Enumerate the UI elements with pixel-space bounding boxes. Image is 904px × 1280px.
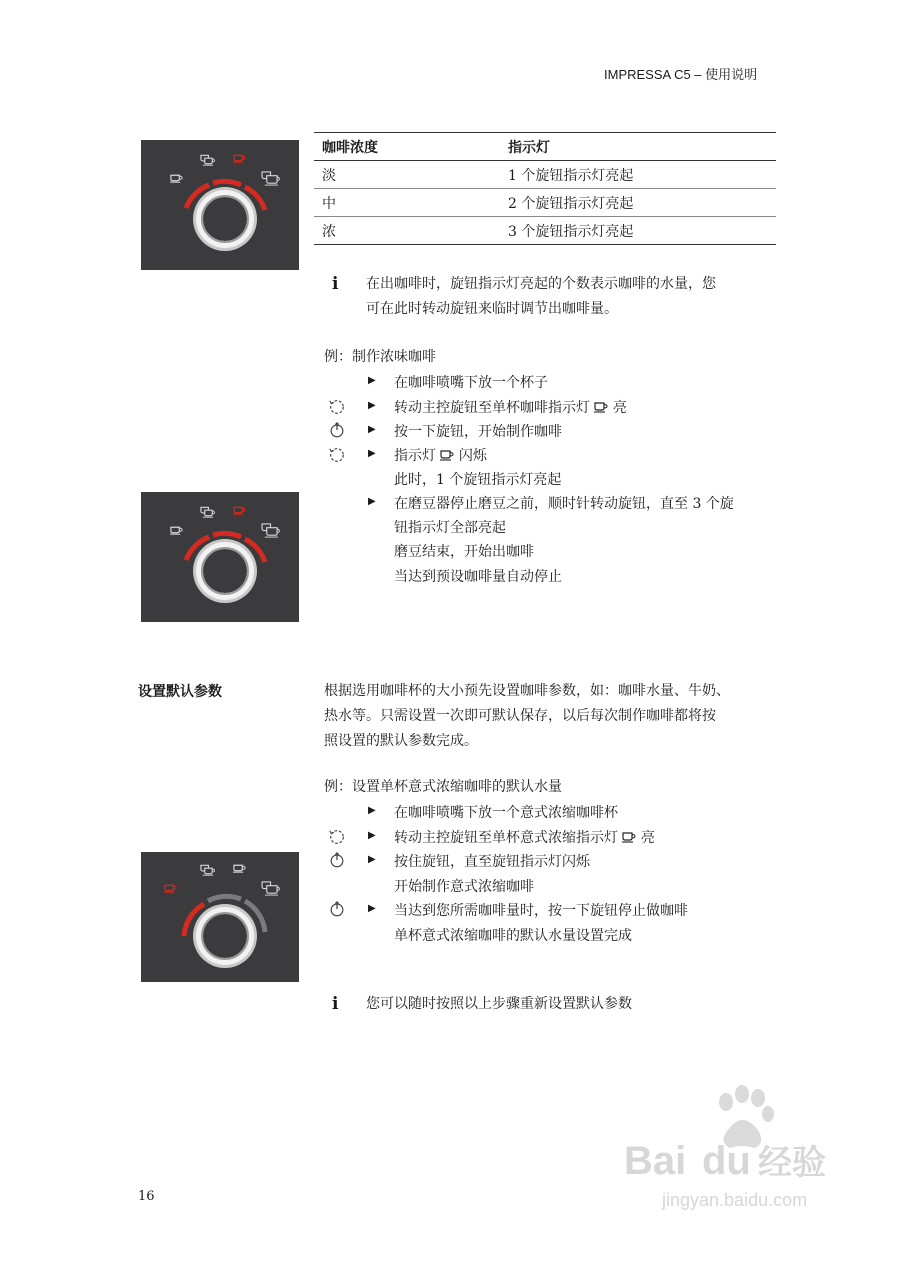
step-continuation: 此时，1 个旋钮指示灯亮起 (394, 472, 562, 488)
table-cell: 中 (322, 195, 336, 212)
table-cell: 浓 (322, 223, 336, 240)
step-text: 按一下旋钮，开始制作咖啡 (394, 424, 562, 440)
step-item (314, 825, 784, 849)
table-cell: 淡 (322, 167, 336, 184)
cup-icon (622, 831, 636, 843)
table-row (314, 161, 776, 188)
knob-diagram-1 (141, 140, 299, 270)
bullet-arrow-icon: ▶ (368, 424, 376, 435)
step-text: 转动主控旋钮至单杯咖啡指示灯 亮 (394, 400, 627, 416)
bullet-arrow-icon: ▶ (368, 830, 376, 841)
example1-title: 例：制作浓味咖啡 (324, 349, 436, 365)
step-text: 在咖啡喷嘴下放一个意式浓缩咖啡杯 (394, 805, 618, 821)
control-panel-illustration-3 (141, 852, 299, 982)
bullet-arrow-icon: ▶ (368, 400, 376, 411)
step-continuation: 当达到预设咖啡量自动停止 (394, 569, 562, 585)
step-item (314, 419, 784, 443)
knob-diagram-2 (141, 492, 299, 622)
info-icon: i (332, 274, 339, 294)
section-paragraph (324, 679, 730, 754)
cup-icon (440, 449, 454, 461)
step-item (314, 898, 784, 922)
cup-icon (594, 401, 608, 413)
svg-text:Bai: Bai (624, 1139, 687, 1183)
press-knob-icon (328, 851, 346, 869)
cup-large-icon (262, 172, 279, 185)
step-text: 当达到您所需咖啡量时，按一下旋钮停止做咖啡 (394, 903, 688, 919)
note-line: 可在此时转动旋钮来临时调节出咖啡量。 (366, 301, 618, 317)
cup-single-icon-active (233, 155, 245, 162)
svg-text:jingyan.baidu.com: jingyan.baidu.com (662, 1190, 808, 1210)
bullet-arrow-icon: ▶ (368, 903, 376, 914)
step-item (314, 800, 784, 824)
table-row (314, 217, 776, 244)
table-row (314, 189, 776, 216)
rotary-knob-icon (328, 446, 346, 464)
step-continuation: 磨豆结束，开始出咖啡 (394, 544, 534, 560)
note-paragraph-1 (366, 272, 716, 322)
paragraph-line: 照设置的默认参数完成。 (324, 733, 478, 749)
bullet-arrow-icon: ▶ (368, 854, 376, 865)
table-header-strength: 咖啡浓度 (322, 138, 378, 155)
step-item (314, 443, 784, 467)
control-panel-illustration-1 (141, 140, 299, 270)
table-cell: 1 个旋钮指示灯亮起 (508, 167, 634, 184)
note-paragraph-2: 您可以随时按照以上步骤重新设置默认参数 (366, 996, 632, 1012)
coffee-strength-table (314, 132, 776, 245)
svg-text:经验: 经验 (758, 1143, 826, 1183)
step-text: 转动主控旋钮至单杯意式浓缩指示灯 亮 (394, 830, 655, 846)
rotary-knob-icon (328, 398, 346, 416)
section-title: 设置默认参数 (138, 683, 222, 699)
step-text: 在磨豆器停止磨豆之前，顺时针转动旋钮，直至 3 个旋 (394, 496, 734, 512)
table-cell: 2 个旋钮指示灯亮起 (508, 195, 634, 212)
step-item (314, 849, 784, 873)
baidu-jingyan-watermark (616, 1072, 856, 1222)
paragraph-line: 热水等。只需设置一次即可默认保存，以后每次制作咖啡都将按 (324, 708, 716, 724)
step-continuation: 开始制作意式浓缩咖啡 (394, 879, 534, 895)
step-text: 按住旋钮，直至旋钮指示灯闪烁 (394, 854, 590, 870)
table-header-indicator: 指示灯 (508, 138, 550, 155)
page-number: 16 (138, 1189, 155, 1204)
step-text: 在咖啡喷嘴下放一个杯子 (394, 375, 548, 391)
step-continuation: 单杯意式浓缩咖啡的默认水量设置完成 (394, 928, 632, 944)
step-text: 指示灯 闪烁 (394, 448, 487, 464)
step-continuation: 钮指示灯全部亮起 (394, 520, 506, 536)
paragraph-line: 根据选用咖啡杯的大小预先设置咖啡参数，如：咖啡水量、牛奶、 (324, 683, 730, 699)
press-knob-icon (328, 421, 346, 439)
bullet-arrow-icon: ▶ (368, 496, 376, 507)
cup-small-icon (170, 175, 182, 182)
table-header-row (314, 133, 776, 160)
svg-text:du: du (702, 1139, 751, 1183)
rotary-knob-icon (328, 828, 346, 846)
step-item (314, 370, 784, 394)
cup-double-icon (201, 155, 215, 165)
knob-diagram-3 (141, 852, 299, 982)
step-item (314, 395, 784, 419)
bullet-arrow-icon: ▶ (368, 375, 376, 386)
page-header: IMPRESSA C5 – 使用说明 (604, 67, 758, 82)
bullet-arrow-icon: ▶ (368, 805, 376, 816)
example2-title: 例：设置单杯意式浓缩咖啡的默认水量 (324, 779, 562, 795)
step-item (314, 491, 784, 515)
press-knob-icon (328, 900, 346, 918)
control-panel-illustration-2 (141, 492, 299, 622)
note-line: 在出咖啡时，旋钮指示灯亮起的个数表示咖啡的水量，您 (366, 276, 716, 292)
watermark-logo-icon (616, 1072, 856, 1222)
table-cell: 3 个旋钮指示灯亮起 (508, 223, 634, 240)
info-icon: i (332, 994, 339, 1014)
bullet-arrow-icon: ▶ (368, 448, 376, 459)
